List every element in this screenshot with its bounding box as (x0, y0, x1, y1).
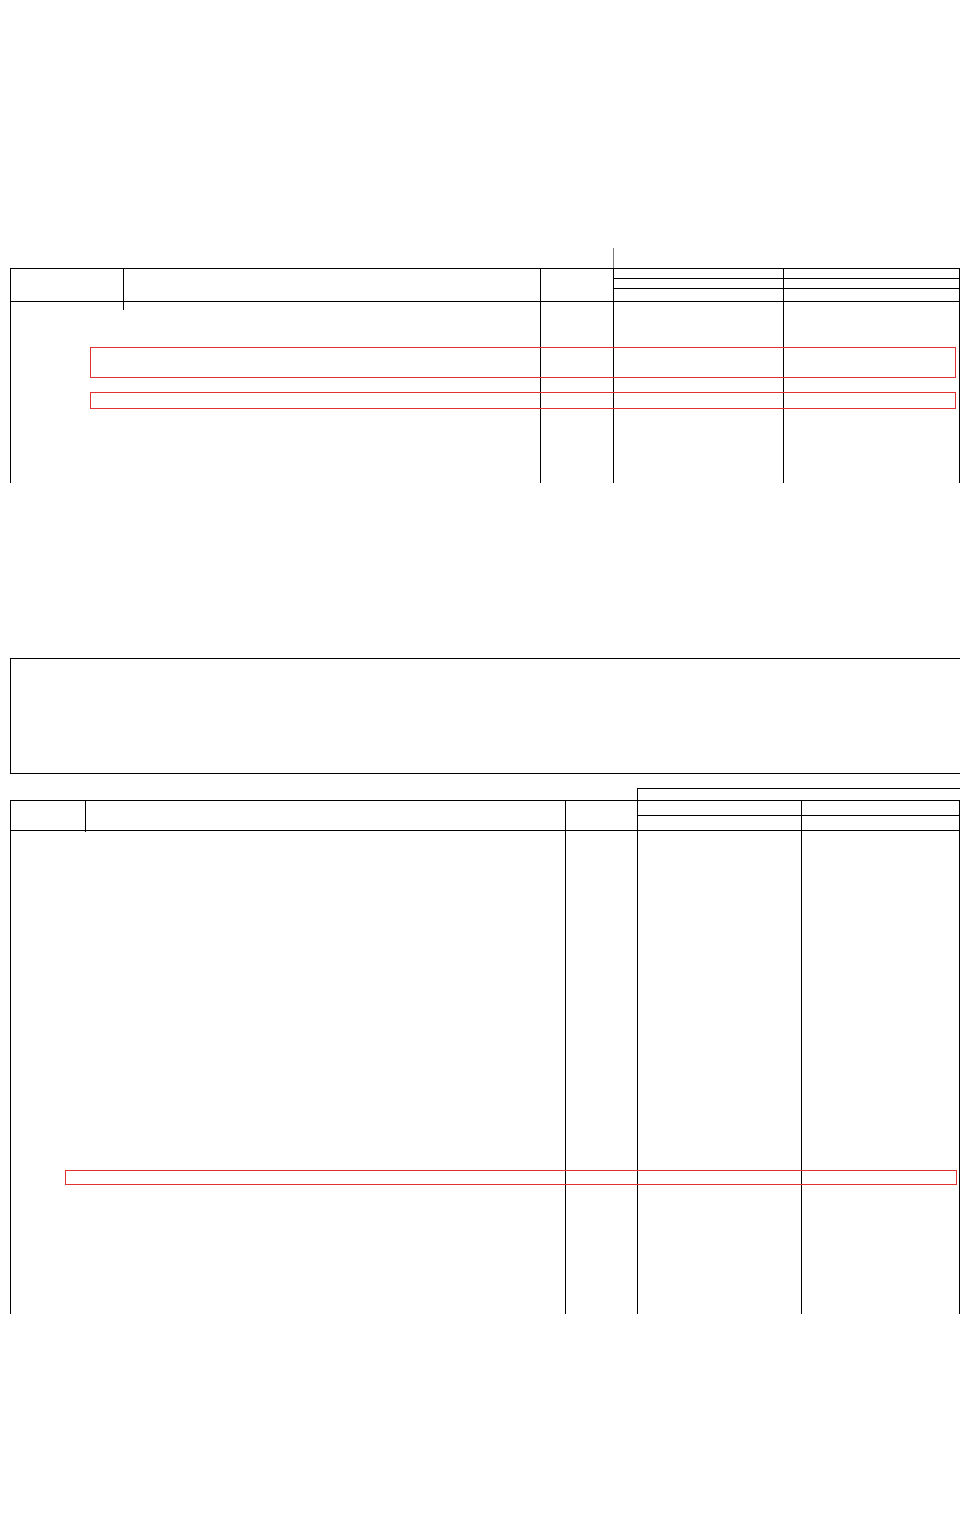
highlight-box-top (90, 347, 956, 378)
bottom-account-row (0, 1345, 960, 1370)
highlight-box-row6 (90, 392, 956, 409)
profit-loss-table (10, 788, 960, 1314)
pl-header-block (10, 658, 960, 774)
highlight-box-row25 (65, 1170, 957, 1185)
balance-sheet-table (10, 248, 960, 483)
